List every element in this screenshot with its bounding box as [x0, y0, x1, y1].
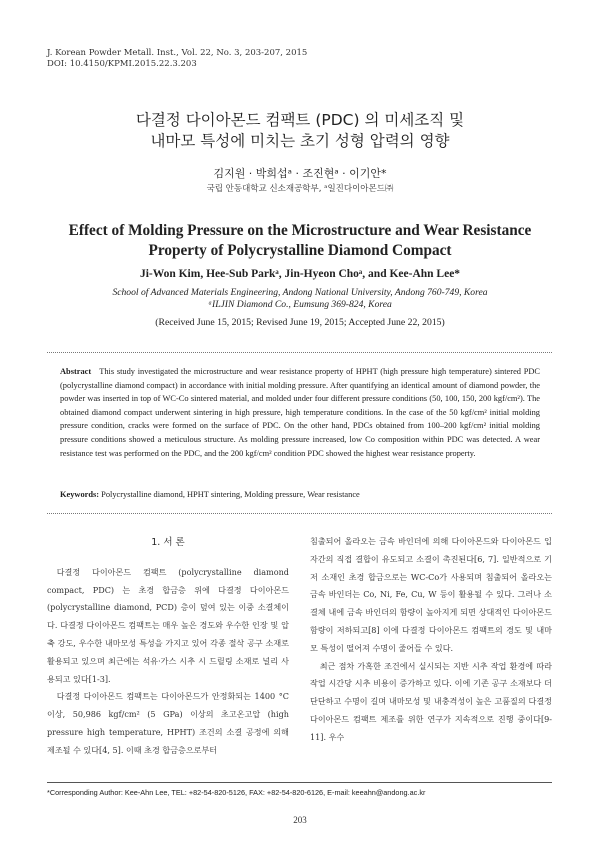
english-affiliation: [0, 287, 600, 310]
journal-doi: DOI: 10.4150/KPMI.2015.22.3.203: [47, 59, 197, 69]
body-paragraph: 최근 점차 가혹한 조건에서 실시되는 지반 시추 작업 환경에 따라 작업 시간당 시추 비용이 증가하고 있다. 이에 기존 공구 소재보다 더 단단하고 수명이 길며 내마모성 및 내충격성이 높은 고품질의 다결정 다이아몬드 컴팩트 제조를 위한 연구가 지속적으로 진행 중이다[9-11]. 우수: [310, 660, 552, 742]
page-number: 203: [293, 815, 307, 825]
body-paragraph: 침출되어 올라오는 금속 바인더에 의해 다이아몬드와 다이아몬드 입자간의 직접 결합이 유도되고 소결이 촉진된다[6, 7]. 일반적으로 기저 소재인 초경 합금으로는 WC-Co가 사용되며 침출되어 올라오는 금속 바인더는 Co, Ni, Fe, Cu, W 등이 활용될 수 있다. 그러나 소결체 내에 금속 바인더의 함량이 높아지게 되면 상대적인 다이아몬드 함량이 저하되고[8] 이에 다결정 다이아몬드 컴팩트의 경도 및 내마모 특성이 떨어져 수명이 줄어들 수 있다.: [310, 536, 552, 653]
abstract-top-divider: [47, 352, 552, 353]
keywords-text: Polycrystalline diamond, HPHT sintering, Molding pressure, Wear resistance: [101, 490, 360, 499]
corresponding-author-footnote: *Corresponding Author: Kee-Ahn Lee, TEL: +82-54-820-5126, FAX: +82-54-820-6126, E-mail: keeahn@andong.ac.kr: [47, 788, 426, 797]
body-paragraph: 다결정 다이아몬드 컴팩트는 다이아몬드가 안정화되는 1400 °C 이상, 50,986 kgf/cm² (5 GPa) 이상의 초고온고압 (high pressure high temperature, HPHT) 조건의 소결 공정에 의해 제조될 수 있다[4, 5]. 이때 초경 합금층으로부터: [47, 691, 289, 755]
keywords-label: Keywords:: [60, 490, 100, 499]
english-title-line1: Effect of Molding Pressure on the Microstructure and Wear Resistance: [68, 222, 532, 239]
body-paragraph: 다결정 다이아몬드 컴팩트 (polycrystalline diamond compact, PDC) 는 초경 합금층 위에 다결정 다이아몬드 (polycrystalline diamond, PCD) 층이 덮여 있는 이중 소결체이다. 다결정 다이아몬드 컴팩트는 매우 높은 경도와 우수한 인장 및 압축 강도, 우수한 내마모성 특성을 가지고 있어 각종 절삭 공구 소재로 활용되고 있으며 최근에는 석유·가스 시추 시 드릴링 소재로 널리 사용되고 있다[1-3].: [47, 566, 289, 684]
english-authors: Ji-Won Kim, Hee-Sub Parkᵃ, Jin-Hyeon Choᵃ, and Kee-Ahn Lee*: [139, 268, 461, 280]
korean-title-line2: 내마모 특성에 미치는 초기 성형 압력의 영향: [150, 132, 450, 150]
korean-title: [0, 110, 600, 152]
english-affiliation-line1: School of Advanced Materials Engineering, Andong National University, Andong 760-749, Korea: [112, 287, 488, 298]
abstract-text: This study investigated the microstructure and wear resistance property of HPHT (high pressure high temperature) sintered PDC (polycrystalline diamond compact) in accordance with initial molding pressure. After quantifying an identical amount of diamond powder, the powder was inserted in top of WC-Co sintered material, and molded under four different pressure conditions (50, 100, 150, 200 kgf/cm²). The obtained diamond compact underwent sintering in high pressure, high temperature conditions. In the case of the 50 kgf/cm² initial molding pressure condition, cracks were formed on the surface of PDC. On the other hand, PDCs obtained from 100–200 kgf/cm² initial molding pressure conditions showed a meticulous structure. As molding pressure increased, low Co composition within PDC was detected. A wear resistance test was performed on the PDC, and the 200 kgf/cm² condition PDC showed the highest wear resistance property.: [60, 367, 540, 458]
abstract-block: [60, 365, 540, 460]
abstract-label: Abstract: [60, 367, 92, 376]
journal-citation: J. Korean Powder Metall. Inst., Vol. 22, No. 3, 203-207, 2015: [47, 48, 308, 58]
english-affiliation-line2: ᵃILJIN Diamond Co., Eumsung 369-824, Korea: [208, 298, 392, 310]
body-right-column: [310, 533, 552, 747]
english-title: [0, 221, 600, 261]
received-dates: (Received June 15, 2015; Revised June 19, 2015; Accepted June 22, 2015): [155, 317, 445, 328]
korean-affiliation: 국립 안동대학교 신소재공학부, ᵃ일진다이아몬드㈜: [206, 184, 394, 194]
korean-title-line1: 다결정 다이아몬드 컴팩트 (PDC) 의 미세조직 및: [135, 111, 465, 129]
section-heading: 1. 서 론: [151, 537, 185, 548]
korean-authors: 김지원 · 박희섭ᵃ · 조진현ᵃ · 이기안*: [213, 167, 387, 180]
keywords-block: [60, 490, 540, 499]
english-title-line2: Property of Polycrystalline Diamond Compact: [148, 242, 452, 259]
footnote-divider: [47, 782, 552, 783]
abstract-bottom-divider: [47, 513, 552, 514]
journal-header: [47, 48, 307, 70]
body-left-column: [47, 528, 289, 760]
